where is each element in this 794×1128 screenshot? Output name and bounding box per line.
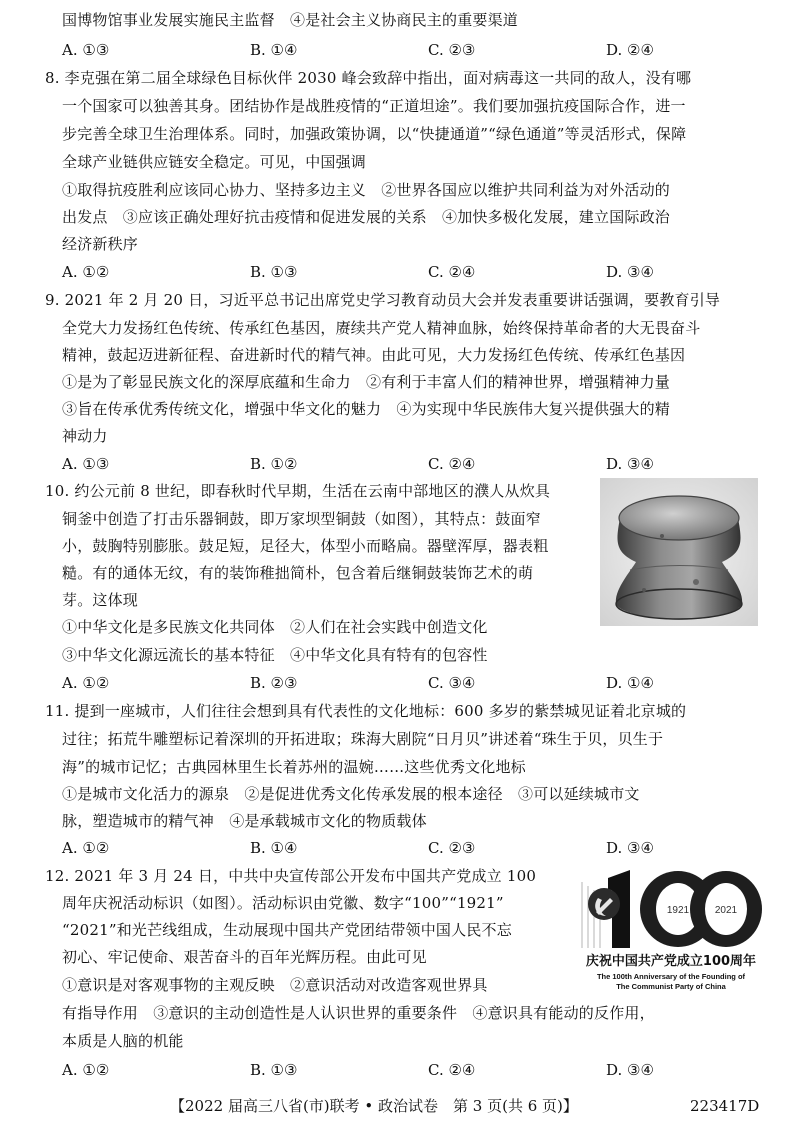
- bronze-drum-image: [600, 478, 758, 626]
- q9-option-d: D. ③④: [606, 455, 654, 473]
- q9-stem-line: 全党大力发扬红色传统、传承红色基因，赓续共产党人精神血脉，始终保持革命者的大无畏奋斗: [62, 319, 701, 337]
- q8-option-c: C. ②④: [428, 263, 476, 281]
- q10-option-d: D. ①④: [606, 674, 654, 692]
- q12-option-c: C. ②④: [428, 1061, 476, 1079]
- party-emblem-icon: [588, 888, 620, 920]
- q8-stem-line: 一个国家可以独善其身。团结协作是战胜疫情的“正道坦途”。我们要加强抗疫国际合作，进一: [62, 97, 686, 115]
- q8-option-b: B. ①③: [250, 263, 298, 281]
- q11-statement-line: ①是城市文化活力的源泉 ②是促进优秀文化传承发展的根本途径 ③可以延续城市文: [62, 785, 640, 803]
- logo-year-right: 2021: [714, 905, 738, 916]
- centenary-logo: [578, 866, 764, 1001]
- q7-option-b: B. ①④: [250, 41, 298, 59]
- q10-option-a: A. ①②: [62, 674, 110, 692]
- q7-option-a: A. ①③: [62, 41, 110, 59]
- q12-option-d: D. ③④: [606, 1061, 654, 1079]
- q12-option-b: B. ①③: [250, 1061, 298, 1079]
- q9-statement-line: ③旨在传承优秀传统文化，增强中华文化的魅力 ④为实现中华民族伟大复兴提供强大的精: [62, 400, 671, 418]
- q10-statement-line: ①中华文化是多民族文化共同体 ②人们在社会实践中创造文化: [62, 618, 488, 636]
- q11-stem-line: 过往；拓荒牛雕塑标记着深圳的开拓进取；珠海大剧院“日月贝”讲述着“珠生于贝，贝生于: [62, 730, 664, 748]
- q9-stem-line: 精神，鼓起迈进新征程、奋进新时代的精气神。由此可见，大力发扬红色传统、传承红色基因: [62, 346, 686, 364]
- q8-statement-line: 经济新秩序: [62, 235, 139, 253]
- q9-statement-line: 神动力: [62, 427, 108, 445]
- q12-statement-line: ①意识是对客观事物的主观反映 ②意识活动对改造客观世界具: [62, 976, 488, 994]
- q9-option-a: A. ①③: [62, 455, 110, 473]
- logo-year-left: 1921: [666, 905, 690, 916]
- q9-option-c: C. ②④: [428, 455, 476, 473]
- q8-stem-line: 全球产业链供应链安全稳定。可见，中国强调: [62, 153, 367, 171]
- q10-stem-line: 铜釜中创造了打击乐器铜鼓，即万家坝型铜鼓（如图），其特点：鼓面窄: [62, 510, 541, 528]
- q11-options: [62, 838, 762, 858]
- q11-option-c: C. ②③: [428, 839, 476, 857]
- q10-option-b: B. ②③: [250, 674, 298, 692]
- q12-option-a: A. ①②: [62, 1061, 110, 1079]
- q8-stem-line: 步完善全球卫生治理体系。同时，加强政策协调，以“快捷通道”“绿色通道”等灵活形式，保障: [62, 125, 687, 143]
- q7-option-c: C. ②③: [428, 41, 476, 59]
- q11-stem-line: 海”的城市记忆；古典园林里生长着苏州的温婉……这些优秀文化地标: [62, 758, 526, 776]
- q11-stem-line: 11. 提到一座城市，人们往往会想到具有代表性的文化地标：600 多岁的紫禁城见证着北京城的: [45, 702, 687, 720]
- centenary-100-emblem: [578, 866, 764, 952]
- q12-stem-line: 12. 2021 年 3 月 24 日，中共中央宣传部公开发布中国共产党成立 100: [45, 867, 537, 885]
- q10-statement-line: ③中华文化源远流长的基本特征 ④中华文化具有特有的包容性: [62, 646, 488, 664]
- q7-text-line: 国博物馆事业发展实施民主监督 ④是社会主义协商民主的重要渠道: [62, 11, 519, 29]
- q10-options: [62, 673, 762, 693]
- q12-statement-line: 有指导作用 ③意识的主动创造性是人认识世界的重要条件 ④意识具有能动的反作用，: [62, 1004, 655, 1022]
- logo-title-cn: 庆祝中国共产党成立100周年: [585, 954, 757, 969]
- q11-statement-line: 脉，塑造城市的精气神 ④是承载城市文化的物质载体: [62, 812, 427, 830]
- q10-option-c: C. ③④: [428, 674, 476, 692]
- q9-statement-line: ①是为了彰显民族文化的深厚底蕴和生命力 ②有利于丰富人们的精神世界，增强精神力量: [62, 373, 671, 391]
- q7-options: [62, 40, 762, 60]
- q8-options: [62, 262, 762, 282]
- q8-stem-line: 8. 李克强在第二届全球绿色目标伙伴 2030 峰会致辞中指出，面对病毒这一共同的敌人，没有哪: [45, 69, 692, 87]
- q11-option-a: A. ①②: [62, 839, 110, 857]
- q9-option-b: B. ①②: [250, 455, 298, 473]
- q10-stem-line: 芽。这体现: [62, 591, 139, 609]
- q12-stem-line: “2021”和光芒线组成，生动展现中国共产党团结带领中国人民不忘: [62, 921, 512, 939]
- q8-statement-line: 出发点 ③应该正确处理好抗击疫情和促进发展的关系 ④加快多极化发展，建立国际政治: [62, 208, 671, 226]
- q11-option-b: B. ①④: [250, 839, 298, 857]
- q8-option-d: D. ③④: [606, 263, 654, 281]
- footer-code: 223417D: [690, 1097, 760, 1115]
- logo-title-en-line1: The 100th Anniversary of the Founding of: [596, 972, 746, 981]
- q12-statement-line: 本质是人脑的机能: [62, 1032, 184, 1050]
- q12-stem-line: 周年庆祝活动标识（如图）。活动标识由党徽、数字“100”“1921”: [62, 894, 504, 912]
- q10-stem-line: 糙。有的通体无纹，有的装饰稚拙简朴，包含着后继铜鼓装饰艺术的萌: [62, 564, 534, 582]
- q9-options: [62, 454, 762, 474]
- q8-statement-line: ①取得抗疫胜利应该同心协力、坚持多边主义 ②世界各国应以维护共同利益为对外活动的: [62, 181, 671, 199]
- q12-stem-line: 初心、牢记使命、艰苦奋斗的百年光辉历程。由此可见: [62, 948, 427, 966]
- footer-title: 【2022 届高三八省(市)联考 • 政治试卷 第 3 页(共 6 页)】: [170, 1097, 578, 1115]
- q11-option-d: D. ③④: [606, 839, 654, 857]
- logo-title-en-line2: The Communist Party of China: [616, 982, 726, 991]
- q12-options: [62, 1060, 762, 1080]
- q8-option-a: A. ①②: [62, 263, 110, 281]
- q10-stem-line: 小，鼓胸特别膨胀。鼓足短，足径大，体型小而略扁。器壁浑厚，器表粗: [62, 537, 549, 555]
- q9-stem-line: 9. 2021 年 2 月 20 日，习近平总书记出席党史学习教育动员大会并发表重要讲话强调，要教育引导: [45, 291, 721, 309]
- q10-stem-line: 10. 约公元前 8 世纪，即春秋时代早期，生活在云南中部地区的濮人从炊具: [45, 482, 551, 500]
- q7-option-d: D. ②④: [606, 41, 654, 59]
